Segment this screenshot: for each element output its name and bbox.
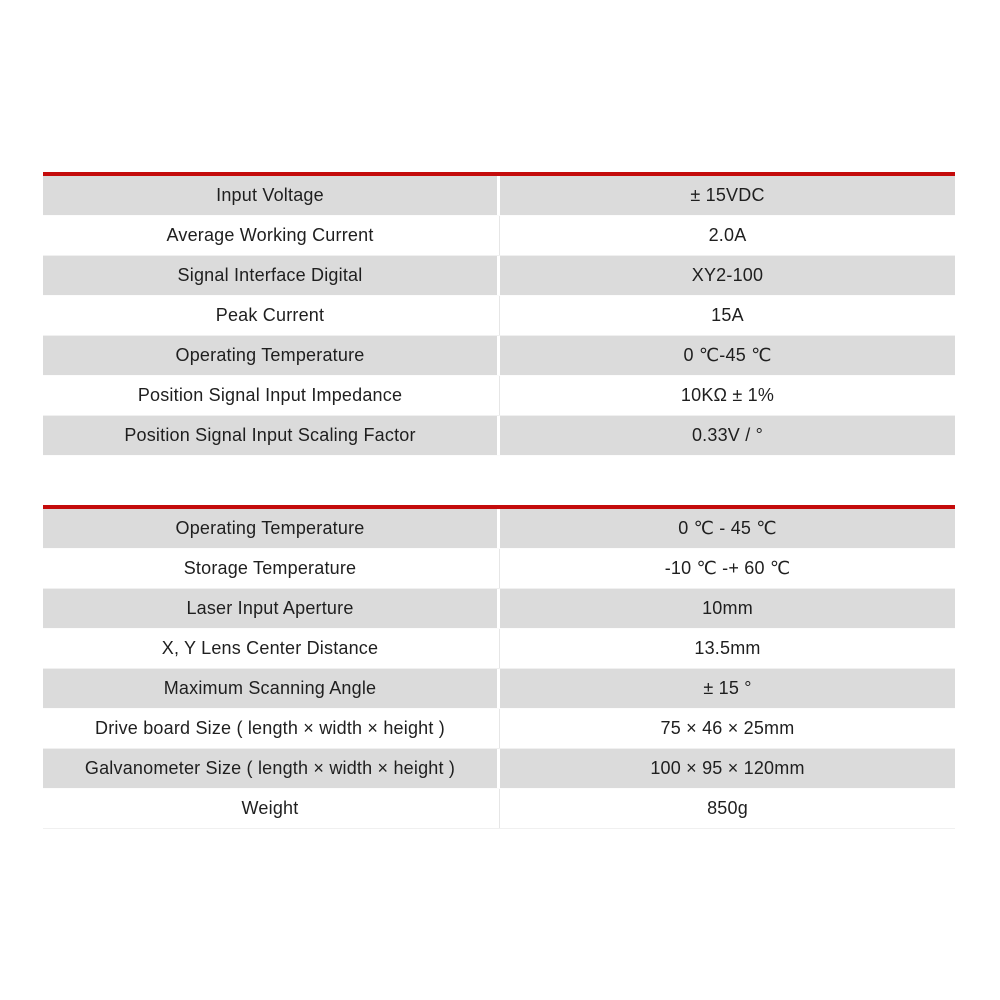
spec-row [43,789,955,829]
spec-value: 850g [707,798,748,818]
spec-label: Position Signal Input Scaling Factor [43,416,500,455]
spec-row [43,216,955,256]
spec-row [43,416,955,456]
spec-row [43,669,955,709]
spec-value: 0 ℃ - 45 ℃ [678,518,777,538]
spec-value: 75 × 46 × 25mm [660,718,795,738]
spec-label: X, Y Lens Center Distance [43,629,500,668]
spec-label: Weight [43,789,500,828]
spec-value: 0.33V / ° [691,425,764,445]
driver-board-spec-table [43,172,955,456]
spec-label: Drive board Size ( length × width × height ) [43,709,500,748]
spec-label: Peak Current [43,296,500,335]
spec-row [43,589,955,629]
spec-value: ± 15VDC [690,185,765,205]
spec-label: Input Voltage [43,176,500,215]
spec-value: 100 × 95 × 120mm [650,758,805,778]
spec-row [43,256,955,296]
spec-row [43,749,955,789]
spec-label: Galvanometer Size ( length × width × height ) [43,749,500,788]
spec-label: Storage Temperature [43,549,500,588]
spec-value: ± 15 ° [703,678,752,698]
spec-value: 2.0A [708,225,747,245]
spec-label: Position Signal Input Impedance [43,376,500,415]
spec-row [43,549,955,589]
spec-row [43,629,955,669]
spec-value: XY2-100 [691,265,764,285]
spec-value: 13.5mm [694,638,761,658]
spec-row [43,336,955,376]
spec-row [43,176,955,216]
spec-label: Operating Temperature [43,336,500,375]
spec-label: Laser Input Aperture [43,589,500,628]
spec-row [43,709,955,749]
spec-value: 10mm [702,598,753,618]
spec-value: 15A [711,305,744,325]
spec-row [43,296,955,336]
spec-row [43,376,955,416]
spec-label: Average Working Current [43,216,500,255]
spec-label: Operating Temperature [43,509,500,548]
spec-row [43,509,955,549]
spec-value: 10KΩ ± 1% [680,385,775,405]
spec-label: Maximum Scanning Angle [43,669,500,708]
galvanometer-spec-table [43,505,955,829]
spec-label: Signal Interface Digital [43,256,500,295]
spec-value: -10 ℃ -+ 60 ℃ [664,558,791,578]
spec-value: 0 ℃-45 ℃ [683,345,772,365]
